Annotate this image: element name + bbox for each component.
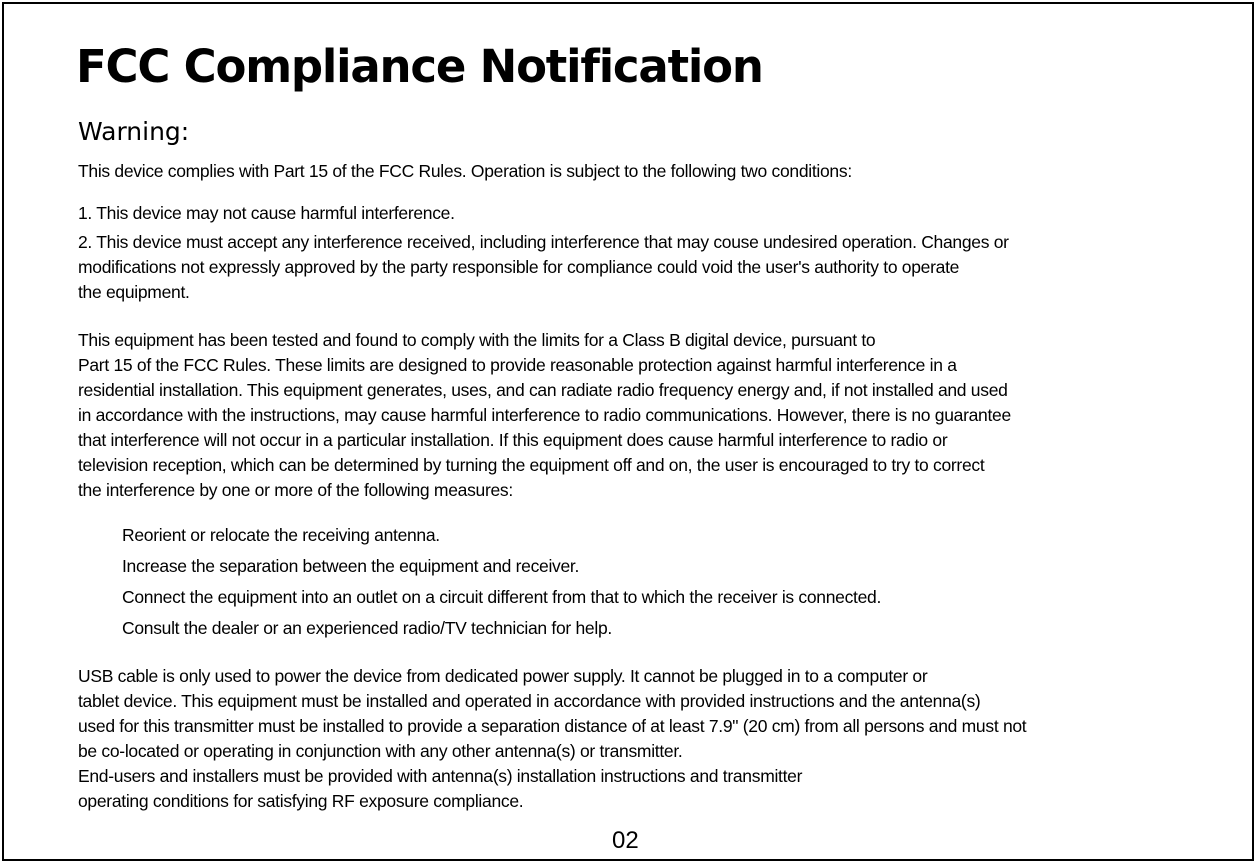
class-b-line: that interference will not occur in a particular installation. If this equipment does cause harmful interference to radio or: [78, 430, 948, 450]
usb-line: End-users and installers must be provided with antenna(s) installation instructions and transmitter: [78, 766, 803, 786]
usb-line: be co-located or operating in conjunction with any other antenna(s) or transmitter.: [78, 741, 683, 761]
intro-text: This device complies with Part 15 of the FCC Rules. Operation is subject to the following two conditions:: [78, 161, 852, 181]
page-title: FCC Compliance Notification: [76, 40, 763, 93]
condition-line: 2. This device must accept any interference received, including interference that may couse undesired operation. Changes or: [78, 232, 1009, 252]
class-b-line: residential installation. This equipment generates, uses, and can radiate radio frequency energy and, if not installed and used: [78, 380, 1008, 400]
condition-line: the equipment.: [78, 282, 190, 302]
usb-line: USB cable is only used to power the device from dedicated power supply. It cannot be plugged in to a computer or: [78, 666, 928, 686]
usb-line: used for this transmitter must be installed to provide a separation distance of at least 7.9" (20 cm) from all persons and must not: [78, 716, 1027, 736]
measure-item: Consult the dealer or an experienced radio/TV technician for help.: [122, 618, 612, 638]
class-b-line: This equipment has been tested and found to comply with the limits for a Class B digital device, pursuant to: [78, 330, 876, 350]
condition-line: 1. This device may not cause harmful interference.: [78, 203, 455, 223]
usb-line: tablet device. This equipment must be installed and operated in accordance with provided instructions and the antenna(s): [78, 691, 981, 711]
document-page: [2, 2, 1254, 861]
class-b-line: television reception, which can be determined by turning the equipment off and on, the user is encouraged to try to correct: [78, 455, 985, 475]
measure-item: Increase the separation between the equipment and receiver.: [122, 556, 580, 576]
condition-line: modifications not expressly approved by the party responsible for compliance could void the user's authority to operate: [78, 257, 960, 277]
class-b-line: in accordance with the instructions, may cause harmful interference to radio communications. However, there is no guarantee: [78, 405, 1011, 425]
measure-item: Reorient or relocate the receiving antenna.: [122, 525, 440, 545]
usb-line: operating conditions for satisfying RF exposure compliance.: [78, 791, 524, 811]
class-b-line: Part 15 of the FCC Rules. These limits are designed to provide reasonable protection against harmful interference in a: [78, 355, 957, 375]
measure-item: Connect the equipment into an outlet on a circuit different from that to which the receiver is connected.: [122, 587, 882, 607]
page-number: 02: [612, 827, 639, 854]
warning-heading: Warning:: [78, 117, 190, 146]
class-b-line: the interference by one or more of the following measures:: [78, 480, 513, 500]
